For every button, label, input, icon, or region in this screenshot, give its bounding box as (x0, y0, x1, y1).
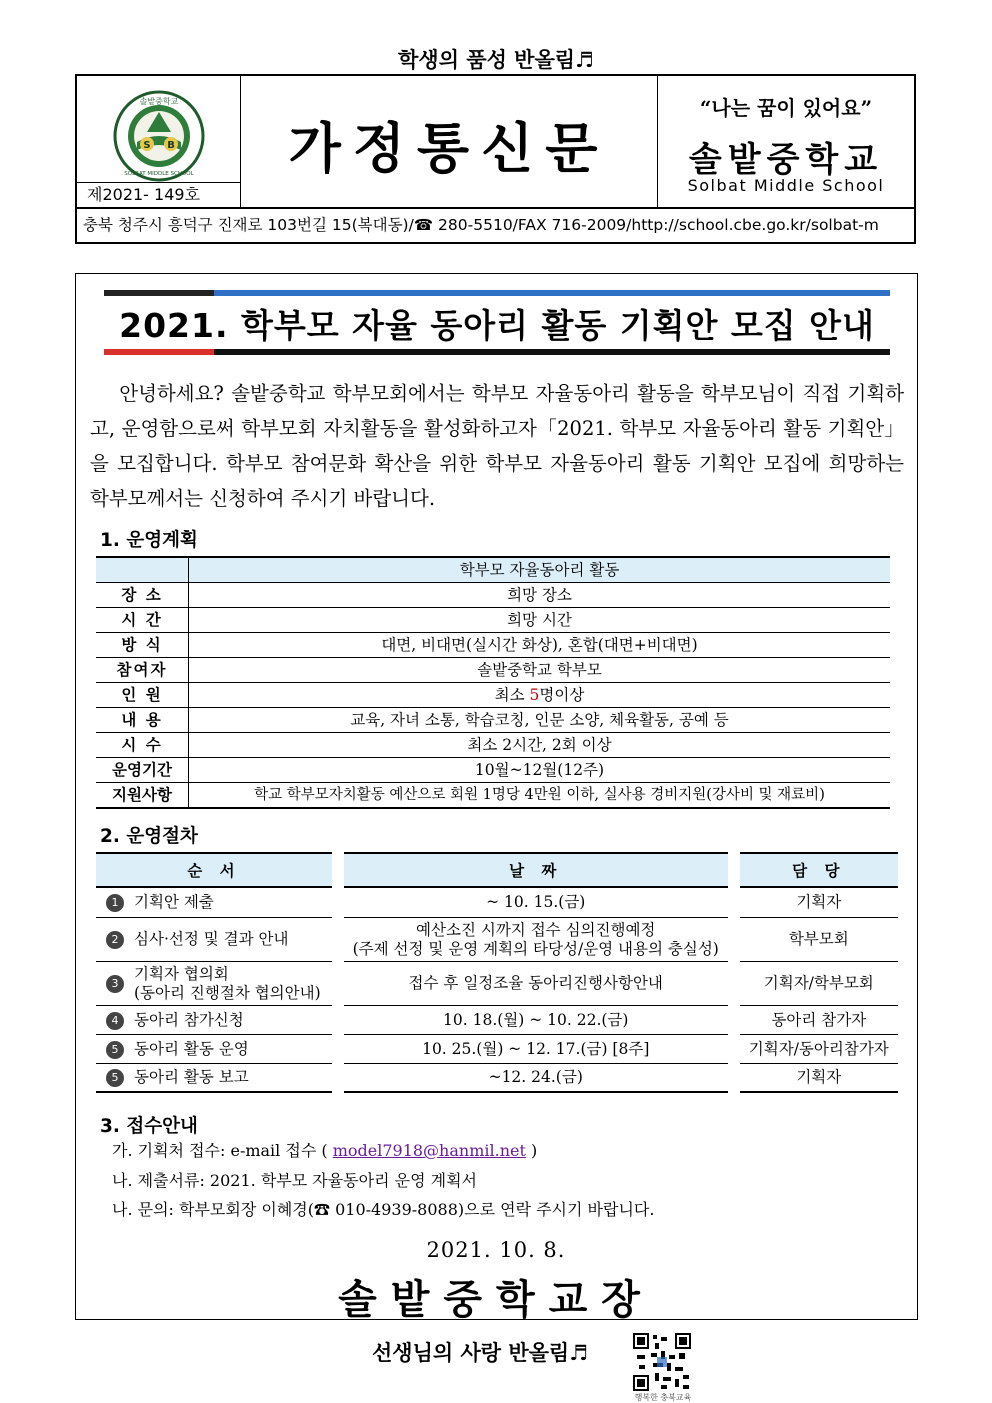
step-owner: 기획자 (740, 888, 898, 918)
table-row (96, 658, 890, 683)
logo-text-kr: 솔밭중학교 (139, 97, 179, 106)
step-cell (96, 888, 332, 918)
receipt-line-email (112, 1138, 537, 1161)
step-label: 기획자 협의회 (134, 964, 229, 983)
step-cell (96, 918, 332, 962)
row-label: 인 원 (96, 683, 189, 708)
col-header-owner: 담 당 (740, 852, 898, 888)
table-row (96, 783, 890, 809)
row-label: 방 식 (96, 633, 189, 658)
row-value: 솔밭중학교 학부모 (189, 658, 891, 683)
step-cell (96, 1064, 332, 1093)
intro-paragraph (90, 376, 904, 516)
step-date: ~ 10. 15.(금) (344, 888, 728, 918)
table-row (96, 962, 898, 1006)
logo-letter-b: B (167, 140, 175, 151)
step-label: 동아리 활동 운영 (134, 1039, 249, 1058)
row-value: 교육, 자녀 소통, 학습코칭, 인문 소양, 체육활동, 공예 등 (189, 708, 891, 733)
step-owner: 기획자/학부모회 (740, 962, 898, 1006)
step-label: 동아리 활동 보고 (134, 1068, 249, 1086)
logo-letter-s: S (143, 140, 151, 151)
step-label: 기획안 제출 (134, 893, 214, 911)
step-owner: 학부모회 (740, 918, 898, 962)
top-motto: 학생의 품성 반올림♬ (398, 47, 594, 72)
row-value: 10월~12월(12주) (189, 758, 891, 783)
step-number-icon: 1 (106, 894, 124, 912)
step-cell (96, 962, 332, 1006)
table-row (96, 583, 890, 608)
value-highlight: 5 (529, 686, 540, 704)
bottom-motto: 선생님의 사랑 반올림♬ (372, 1340, 589, 1365)
principal-signature: 솔밭중학교장 (338, 1276, 654, 1323)
step-cell (96, 1035, 332, 1064)
step-sublabel: (동아리 진행절차 협의안내) (134, 983, 321, 1002)
step-number-icon: 5 (106, 1041, 124, 1059)
operation-plan-table (96, 556, 890, 809)
table-row (96, 758, 890, 783)
step-cell (96, 1006, 332, 1035)
row-label: 참여자 (96, 658, 189, 683)
table-header-row (96, 852, 898, 888)
table-row (96, 1064, 898, 1093)
newsletter-header (75, 74, 916, 244)
table-row (96, 708, 890, 733)
step-date: ~12. 24.(금) (344, 1064, 728, 1093)
row-value: 최소 2시간, 2회 이상 (189, 733, 891, 758)
title-bar-top (104, 290, 890, 296)
table-row (96, 888, 898, 918)
qr-caption: 행복한 충북교육 (634, 1393, 692, 1402)
step-date: 예산소진 시까지 접수 심의진행예정 (주제 선정 및 운영 계획의 타당성/운영 내용의 충실성) (344, 918, 728, 962)
row-label: 시 수 (96, 733, 189, 758)
step-date: 10. 18.(월) ~ 10. 22.(금) (344, 1006, 728, 1035)
table-row (96, 733, 890, 758)
step-number-icon: 5 (106, 1069, 124, 1087)
intro-text: 안녕하세요? 솔밭중학교 학부모회에서는 학부모 자율동아리 활동을 학부모님이 직접 기획하고, 운영함으로써 학부모회 자치활동을 활성화하고자「2021. 학부모 자율동아리 활동 기획안」을 모집합니다. 학부모 참여문화 확산을 위한 학부모 자율동아리 활동 기획안 모집에 희망하는 학부모께서는 신청하여 주시기 바랍니다. (90, 382, 904, 510)
receipt-email-label: 가. 기획처 접수: e-mail 접수 ( (112, 1141, 333, 1160)
row-label: 지원사항 (96, 783, 189, 809)
school-address: 충북 청주시 흥덕구 진재로 103번길 15(복대동)/☎ 280-5510/FAX 716-2009/http://school.cbe.go.kr/solbat-m (77, 207, 914, 242)
section3-title: 3. 접수안내 (100, 1116, 198, 1137)
notice-title: 2021. 학부모 자율 동아리 활동 기획안 모집 안내 (119, 306, 875, 345)
receipt-line-documents: 나. 제출서류: 2021. 학부모 자율동아리 운영 계획서 (112, 1171, 478, 1190)
step-number-icon: 3 (106, 975, 124, 993)
issue-number: 제2021- 149호 (77, 182, 241, 207)
row-label: 시 간 (96, 608, 189, 633)
step-date: 10. 25.(월) ~ 12. 17.(금) [8주] (344, 1035, 728, 1064)
step-owner: 기획자/동아리참가자 (740, 1035, 898, 1064)
table-row (96, 608, 890, 633)
row-value: 대면, 비대면(실시간 화상), 혼합(대면+비대면) (189, 633, 891, 658)
school-name-kr: 솔밭중학교 (688, 140, 884, 180)
receipt-email-close: ) (525, 1141, 538, 1160)
table-row (96, 1006, 898, 1035)
row-value: 희망 장소 (189, 583, 891, 608)
step-owner: 동아리 참가자 (740, 1006, 898, 1035)
newsletter-title: 가정통신문 (241, 76, 658, 207)
value-pre: 최소 (494, 686, 530, 704)
row-value: 희망 시간 (189, 608, 891, 633)
table-row (96, 683, 890, 708)
step-label: 동아리 참가신청 (134, 1010, 244, 1029)
table-row (96, 633, 890, 658)
row-label: 운영기간 (96, 758, 189, 783)
step-label: 심사·선정 및 결과 안내 (134, 930, 289, 948)
qr-code-icon[interactable] (633, 1332, 691, 1392)
value-post: 명이상 (539, 686, 585, 704)
school-identity (658, 76, 914, 207)
col-header-order: 순 서 (96, 852, 332, 888)
title-bar-bottom (104, 349, 890, 355)
section2-title: 2. 운영절차 (100, 826, 198, 847)
step-number-icon: 2 (106, 931, 124, 949)
step-owner: 기획자 (740, 1064, 898, 1093)
receipt-line-inquiry: 나. 문의: 학부모회장 이혜경(☎ 010-4939-8088)으로 연락 주시기 바랍니다. (112, 1200, 655, 1219)
col-header-date: 날 짜 (344, 852, 728, 888)
step-number-icon: 4 (106, 1012, 124, 1030)
school-name-en: Solbat Middle School (687, 176, 885, 195)
row-value: 학교 학부모자치활동 예산으로 회원 1명당 4만원 이하, 실사용 경비지원(강사비 및 재료비) (189, 783, 891, 809)
row-label: 장 소 (96, 583, 189, 608)
issue-date: 2021. 10. 8. (426, 1238, 566, 1262)
logo-text-en: SOLBAT MIDDLE SCHOOL (124, 171, 194, 177)
contact-email-link[interactable]: model7918@hanmil.net (332, 1141, 526, 1160)
table-row (96, 1035, 898, 1064)
table-row (96, 918, 898, 962)
row-value (189, 683, 891, 708)
row-label: 내 용 (96, 708, 189, 733)
section1-title: 1. 운영계획 (100, 530, 198, 551)
operation-procedure-table (96, 852, 898, 1093)
table-header-row (96, 557, 890, 583)
step-date: 접수 후 일정조율 동아리진행사항안내 (344, 962, 728, 1006)
school-slogan: “나는 꿈이 있어요” (699, 96, 873, 120)
plan-head: 학부모 자율동아리 활동 (189, 557, 891, 583)
